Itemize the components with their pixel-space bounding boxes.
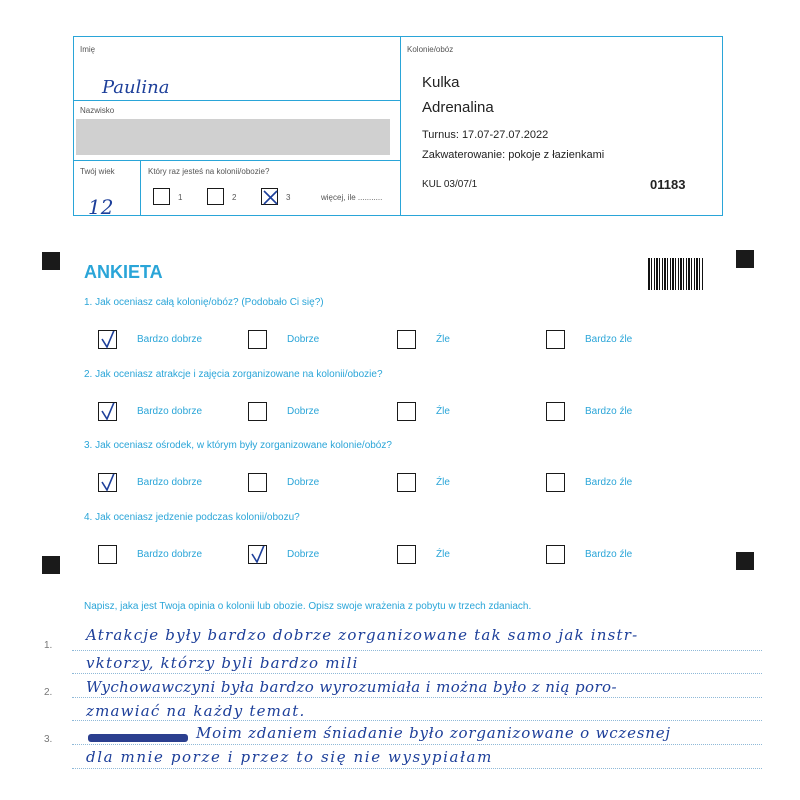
question-2-option-checkbox[interactable]	[98, 402, 117, 421]
camp-subname: Adrenalina	[422, 99, 494, 116]
divider	[74, 100, 400, 101]
question-1-text: 1. Jak oceniasz całą kolonię/obóz? (Podobało Ci się?)	[84, 297, 324, 308]
checkmark-icon	[99, 403, 118, 422]
registration-marker	[42, 252, 60, 270]
form-number: 01183	[650, 177, 686, 192]
turnus: Turnus: 17.07-27.07.2022	[422, 129, 549, 141]
wiecej-label: więcej, ile ...........	[321, 193, 383, 202]
line-number: 2.	[44, 687, 53, 698]
question-4-option-label: Źle	[436, 549, 450, 560]
option-3-checkbox[interactable]	[261, 188, 278, 205]
opinion-line-6: dla mnie porze i przez to się nie wysypiałam	[86, 748, 493, 766]
question-1-option-label: Bardzo źle	[585, 334, 633, 345]
imie-value: Paulina	[102, 77, 170, 98]
option-2-label: 2	[232, 193, 237, 202]
kolonie-label: Kolonie/obóz	[407, 45, 454, 54]
checkmark-icon	[99, 331, 118, 350]
zakwaterowanie: Zakwaterowanie: pokoje z łazienkami	[422, 149, 605, 161]
question-3-option-checkbox[interactable]	[397, 473, 416, 492]
header-form	[73, 36, 723, 219]
question-4-option-label: Dobrze	[287, 549, 320, 560]
checkmark-icon	[99, 474, 118, 493]
question-1-option-checkbox[interactable]	[98, 330, 117, 349]
opinion-line-2: vktorzy, którzy byli bardzo mili	[86, 654, 359, 672]
opinion-prompt: Napisz, jaka jest Twoja opinia o kolonii lub obozie. Opisz swoje wrażenia z pobytu w trzech zdaniach.	[84, 601, 532, 612]
option-1-label: 1	[178, 193, 183, 202]
question-3-option-checkbox[interactable]	[248, 473, 267, 492]
question-2-text: 2. Jak oceniasz atrakcje i zajęcia zorganizowane na kolonii/obozie?	[84, 369, 383, 380]
divider	[74, 160, 400, 161]
checkmark-icon	[249, 546, 268, 565]
question-1-option-label: Dobrze	[287, 334, 320, 345]
line-number: 1.	[44, 640, 53, 651]
question-3-option-label: Bardzo źle	[585, 477, 633, 488]
question-1-option-label: Źle	[436, 334, 450, 345]
ktory-raz-label: Który raz jesteś na kolonii/obozie?	[148, 167, 270, 176]
writing-line	[72, 673, 762, 674]
question-4-option-checkbox[interactable]	[248, 545, 267, 564]
divider	[140, 160, 141, 215]
writing-line	[72, 720, 762, 721]
option-3-label: 3	[286, 193, 291, 202]
registration-marker	[736, 552, 754, 570]
question-4-option-label: Bardzo źle	[585, 549, 633, 560]
question-1-option-checkbox[interactable]	[248, 330, 267, 349]
question-3-option-checkbox[interactable]	[98, 473, 117, 492]
writing-line	[72, 697, 762, 698]
question-3-option-label: Bardzo dobrze	[137, 477, 203, 488]
question-3-option-label: Źle	[436, 477, 450, 488]
opinion-line-1: Atrakcje były bardzo dobrze zorganizowane tak samo jak instr-	[86, 626, 639, 644]
barcode	[648, 258, 704, 290]
redacted-surname	[76, 119, 390, 155]
nazwisko-label: Nazwisko	[80, 106, 115, 115]
camp-name: Kulka	[422, 74, 460, 91]
writing-line	[72, 650, 762, 651]
survey-title: ANKIETA	[84, 262, 163, 282]
opinion-line-5: Moim zdaniem śniadanie było zorganizowane o wczesnej	[196, 724, 671, 742]
registration-marker	[736, 250, 754, 268]
question-4-option-checkbox[interactable]	[546, 545, 565, 564]
question-3-option-checkbox[interactable]	[546, 473, 565, 492]
scribble	[88, 734, 188, 742]
question-2-option-checkbox[interactable]	[546, 402, 565, 421]
question-1-option-label: Bardzo dobrze	[137, 334, 203, 345]
checkmark-icon	[262, 189, 279, 206]
question-2-option-label: Źle	[436, 406, 450, 417]
writing-line	[72, 768, 762, 769]
opinion-line-4: zmawiać na każdy temat.	[86, 702, 306, 720]
option-1-checkbox[interactable]	[153, 188, 170, 205]
question-1-option-checkbox[interactable]	[397, 330, 416, 349]
question-4-option-label: Bardzo dobrze	[137, 549, 203, 560]
divider	[400, 37, 401, 215]
question-2-option-label: Dobrze	[287, 406, 320, 417]
question-4-option-checkbox[interactable]	[98, 545, 117, 564]
writing-line	[72, 744, 762, 745]
line-number: 3.	[44, 734, 53, 745]
question-1-option-checkbox[interactable]	[546, 330, 565, 349]
question-2-option-checkbox[interactable]	[397, 402, 416, 421]
wiek-value: 12	[88, 195, 114, 219]
wiek-label: Twój wiek	[80, 167, 115, 176]
question-2-option-label: Bardzo dobrze	[137, 406, 203, 417]
question-3-text: 3. Jak oceniasz ośrodek, w którym były zorganizowane kolonie/obóz?	[84, 440, 392, 451]
question-4-option-checkbox[interactable]	[397, 545, 416, 564]
question-2-option-checkbox[interactable]	[248, 402, 267, 421]
registration-marker	[42, 556, 60, 574]
imie-label: Imię	[80, 45, 96, 54]
option-2-checkbox[interactable]	[207, 188, 224, 205]
question-2-option-label: Bardzo źle	[585, 406, 633, 417]
camp-code: KUL 03/07/1	[422, 179, 478, 190]
opinion-line-3: Wychowawczyni była bardzo wyrozumiała i można było z nią poro-	[86, 678, 617, 696]
question-4-text: 4. Jak oceniasz jedzenie podczas kolonii/obozu?	[84, 512, 300, 523]
question-3-option-label: Dobrze	[287, 477, 320, 488]
